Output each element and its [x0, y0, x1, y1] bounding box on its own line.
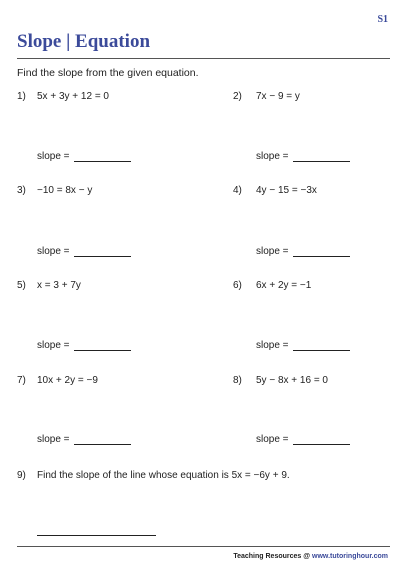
header-divider — [17, 58, 390, 59]
problem-6-equation: 6x + 2y = −1 — [256, 280, 312, 291]
problem-4-answer-label: slope = — [256, 246, 289, 257]
problem-2-answer-label: slope = — [256, 151, 289, 162]
footer-label: Teaching Resources @ — [233, 553, 311, 560]
problem-3-equation: −10 = 8x − y — [37, 185, 93, 196]
problem-6-answer-label: slope = — [256, 340, 289, 351]
problem-8-answer — [256, 434, 350, 445]
problem-7-answer-blank[interactable] — [74, 434, 131, 445]
problem-2-answer-blank[interactable] — [293, 151, 350, 162]
problem-5-number: 5) — [17, 280, 26, 291]
footer-divider — [17, 546, 390, 547]
footer — [233, 553, 388, 560]
problem-7-answer-label: slope = — [37, 434, 70, 445]
problem-4-equation: 4y − 15 = −3x — [256, 185, 317, 196]
problem-9-number: 9) — [17, 470, 26, 481]
problem-9-text: Find the slope of the line whose equation is 5x = −6y + 9. — [37, 470, 290, 481]
problem-5-answer-blank[interactable] — [74, 340, 131, 351]
problem-7-answer — [37, 434, 131, 445]
problem-6-number: 6) — [233, 280, 242, 291]
problem-4-number: 4) — [233, 185, 242, 196]
problem-3-number: 3) — [17, 185, 26, 196]
problem-1-answer-blank[interactable] — [74, 151, 131, 162]
problem-2-number: 2) — [233, 91, 242, 102]
problem-3-answer-label: slope = — [37, 246, 70, 257]
problem-2-equation: 7x − 9 = y — [256, 91, 300, 102]
instructions: Find the slope from the given equation. — [17, 67, 199, 79]
problem-3-answer-blank[interactable] — [74, 246, 131, 257]
problem-6-answer-blank[interactable] — [293, 340, 350, 351]
problem-4-answer-blank[interactable] — [293, 246, 350, 257]
problem-6-answer — [256, 340, 350, 351]
footer-site-link[interactable]: www.tutoringhour.com — [312, 553, 388, 560]
problem-2-answer — [256, 151, 350, 162]
problem-3-answer — [37, 246, 131, 257]
problem-8-equation: 5y − 8x + 16 = 0 — [256, 375, 328, 386]
problem-5-answer-label: slope = — [37, 340, 70, 351]
problem-1-number: 1) — [17, 91, 26, 102]
problem-4-answer — [256, 246, 350, 257]
problem-1-answer — [37, 151, 131, 162]
problem-7-number: 7) — [17, 375, 26, 386]
problem-8-number: 8) — [233, 375, 242, 386]
problem-8-answer-blank[interactable] — [293, 434, 350, 445]
problem-1-answer-label: slope = — [37, 151, 70, 162]
problem-5-answer — [37, 340, 131, 351]
problem-7-equation: 10x + 2y = −9 — [37, 375, 98, 386]
worksheet-code: S1 — [377, 14, 388, 25]
problem-5-equation: x = 3 + 7y — [37, 280, 81, 291]
problem-9-answer-blank[interactable] — [37, 535, 156, 536]
page-title: Slope | Equation — [17, 31, 151, 52]
problem-8-answer-label: slope = — [256, 434, 289, 445]
problem-1-equation: 5x + 3y + 12 = 0 — [37, 91, 109, 102]
